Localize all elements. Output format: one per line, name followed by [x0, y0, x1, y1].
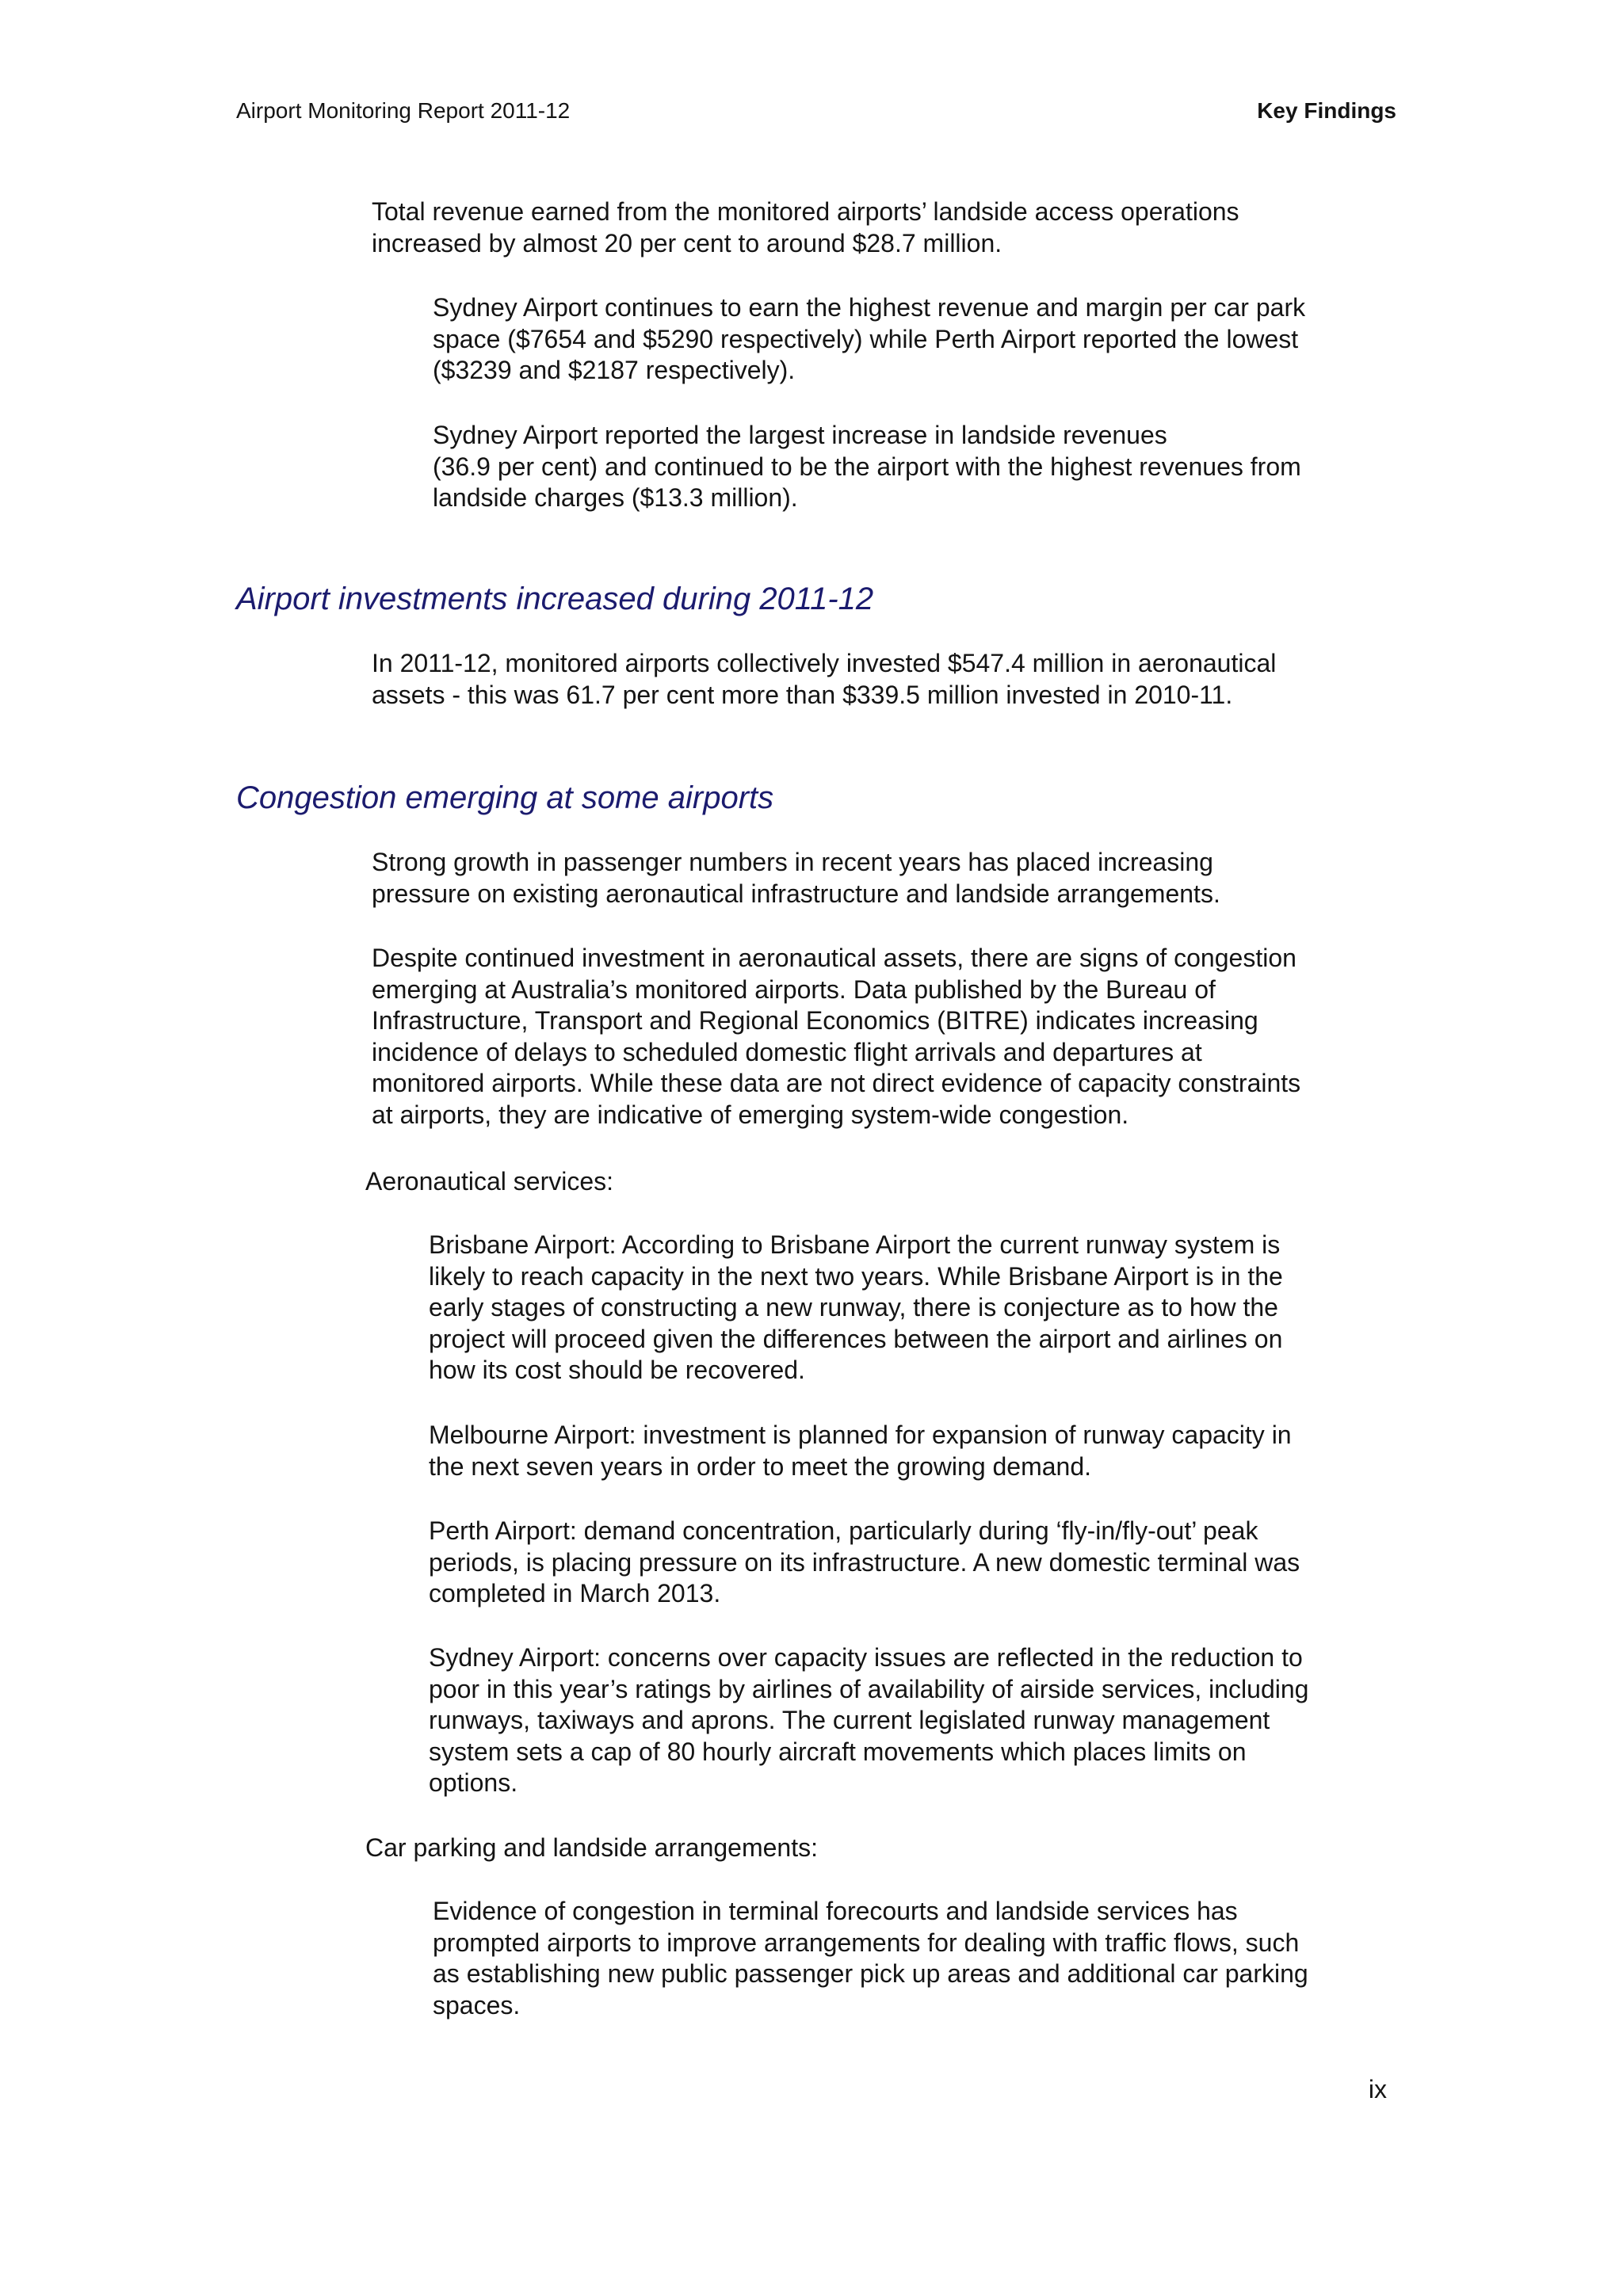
perth-paragraph: Perth Airport: demand concentration, particularly during ‘fly-in/fly-out’ peak periods, is placing pressure on its infrastructure. A new domestic terminal was completed in March 2013.: [429, 1516, 1300, 1608]
melbourne-paragraph: Melbourne Airport: investment is planned for expansion of runway capacity in the next seven years in order to meet the growing demand.: [429, 1421, 1292, 1481]
running-header-section: Key Findings: [1257, 98, 1396, 123]
sydney-paragraph: Sydney Airport: concerns over capacity issues are reflected in the reduction to poor in this year’s ratings by airlines of availability of airside services, including runways, taxiways and aprons. The current legislated runway management system sets a cap of 80 hourly aircraft movements which places limits on options.: [429, 1643, 1309, 1797]
landside-summary-paragraph: Total revenue earned from the monitored airports’ landside access operations increased by almost 20 per cent to around $28.7 million.: [372, 197, 1239, 257]
page-number: ix: [1368, 2075, 1387, 2103]
congestion-heading: Congestion emerging at some airports: [236, 780, 774, 815]
aeronautical-services-label: Aeronautical services:: [365, 1167, 614, 1196]
car-parking-paragraph: Evidence of congestion in terminal forecourts and landside services has prompted airports to improve arrangements for dealing with traffic flows, such as establishing new public passenger pick up areas and additional car parking spaces.: [433, 1897, 1308, 2019]
investments-heading: Airport investments increased during 2011-12: [236, 582, 874, 616]
brisbane-paragraph: Brisbane Airport: According to Brisbane Airport the current runway system is likely to reach capacity in the next two years. While Brisbane Airport is in the early stages of constructing a new runway, there is conjecture as to how the project will proceed given the differences between the airport and airlines on how its cost should be recovered.: [429, 1230, 1283, 1384]
congestion-growth-paragraph: Strong growth in passenger numbers in recent years has placed increasing pressure on existing aeronautical infrastructure and landside arrangements.: [372, 848, 1220, 908]
landside-margin-paragraph: Sydney Airport continues to earn the highest revenue and margin per car park space ($7654 and $5290 respectively) while Perth Airport reported the lowest ($3239 and $2187 respectively).: [433, 293, 1306, 384]
congestion-evidence-paragraph: Despite continued investment in aeronautical assets, there are signs of congestion emerging at Australia’s monitored airports. Data published by the Bureau of Infrastructure, Transport and Regional Economics (BITRE) indicates increasing incidence of delays to scheduled domestic flight arrivals and departures at monitored airports. While these data are not direct evidence of capacity constraints at airports, they are indicative of emerging system-wide congestion.: [372, 944, 1301, 1129]
car-parking-label: Car parking and landside arrangements:: [365, 1833, 818, 1862]
running-header-title: Airport Monitoring Report 2011-12: [236, 98, 571, 123]
landside-increase-paragraph: Sydney Airport reported the largest increase in landside revenues (36.9 per cent) and continued to be the airport with the highest revenues from landside charges ($13.3 million).: [433, 421, 1301, 512]
investments-paragraph: In 2011-12, monitored airports collectively invested $547.4 million in aeronautical assets - this was 61.7 per cent more than $339.5 million invested in 2010-11.: [372, 649, 1277, 709]
